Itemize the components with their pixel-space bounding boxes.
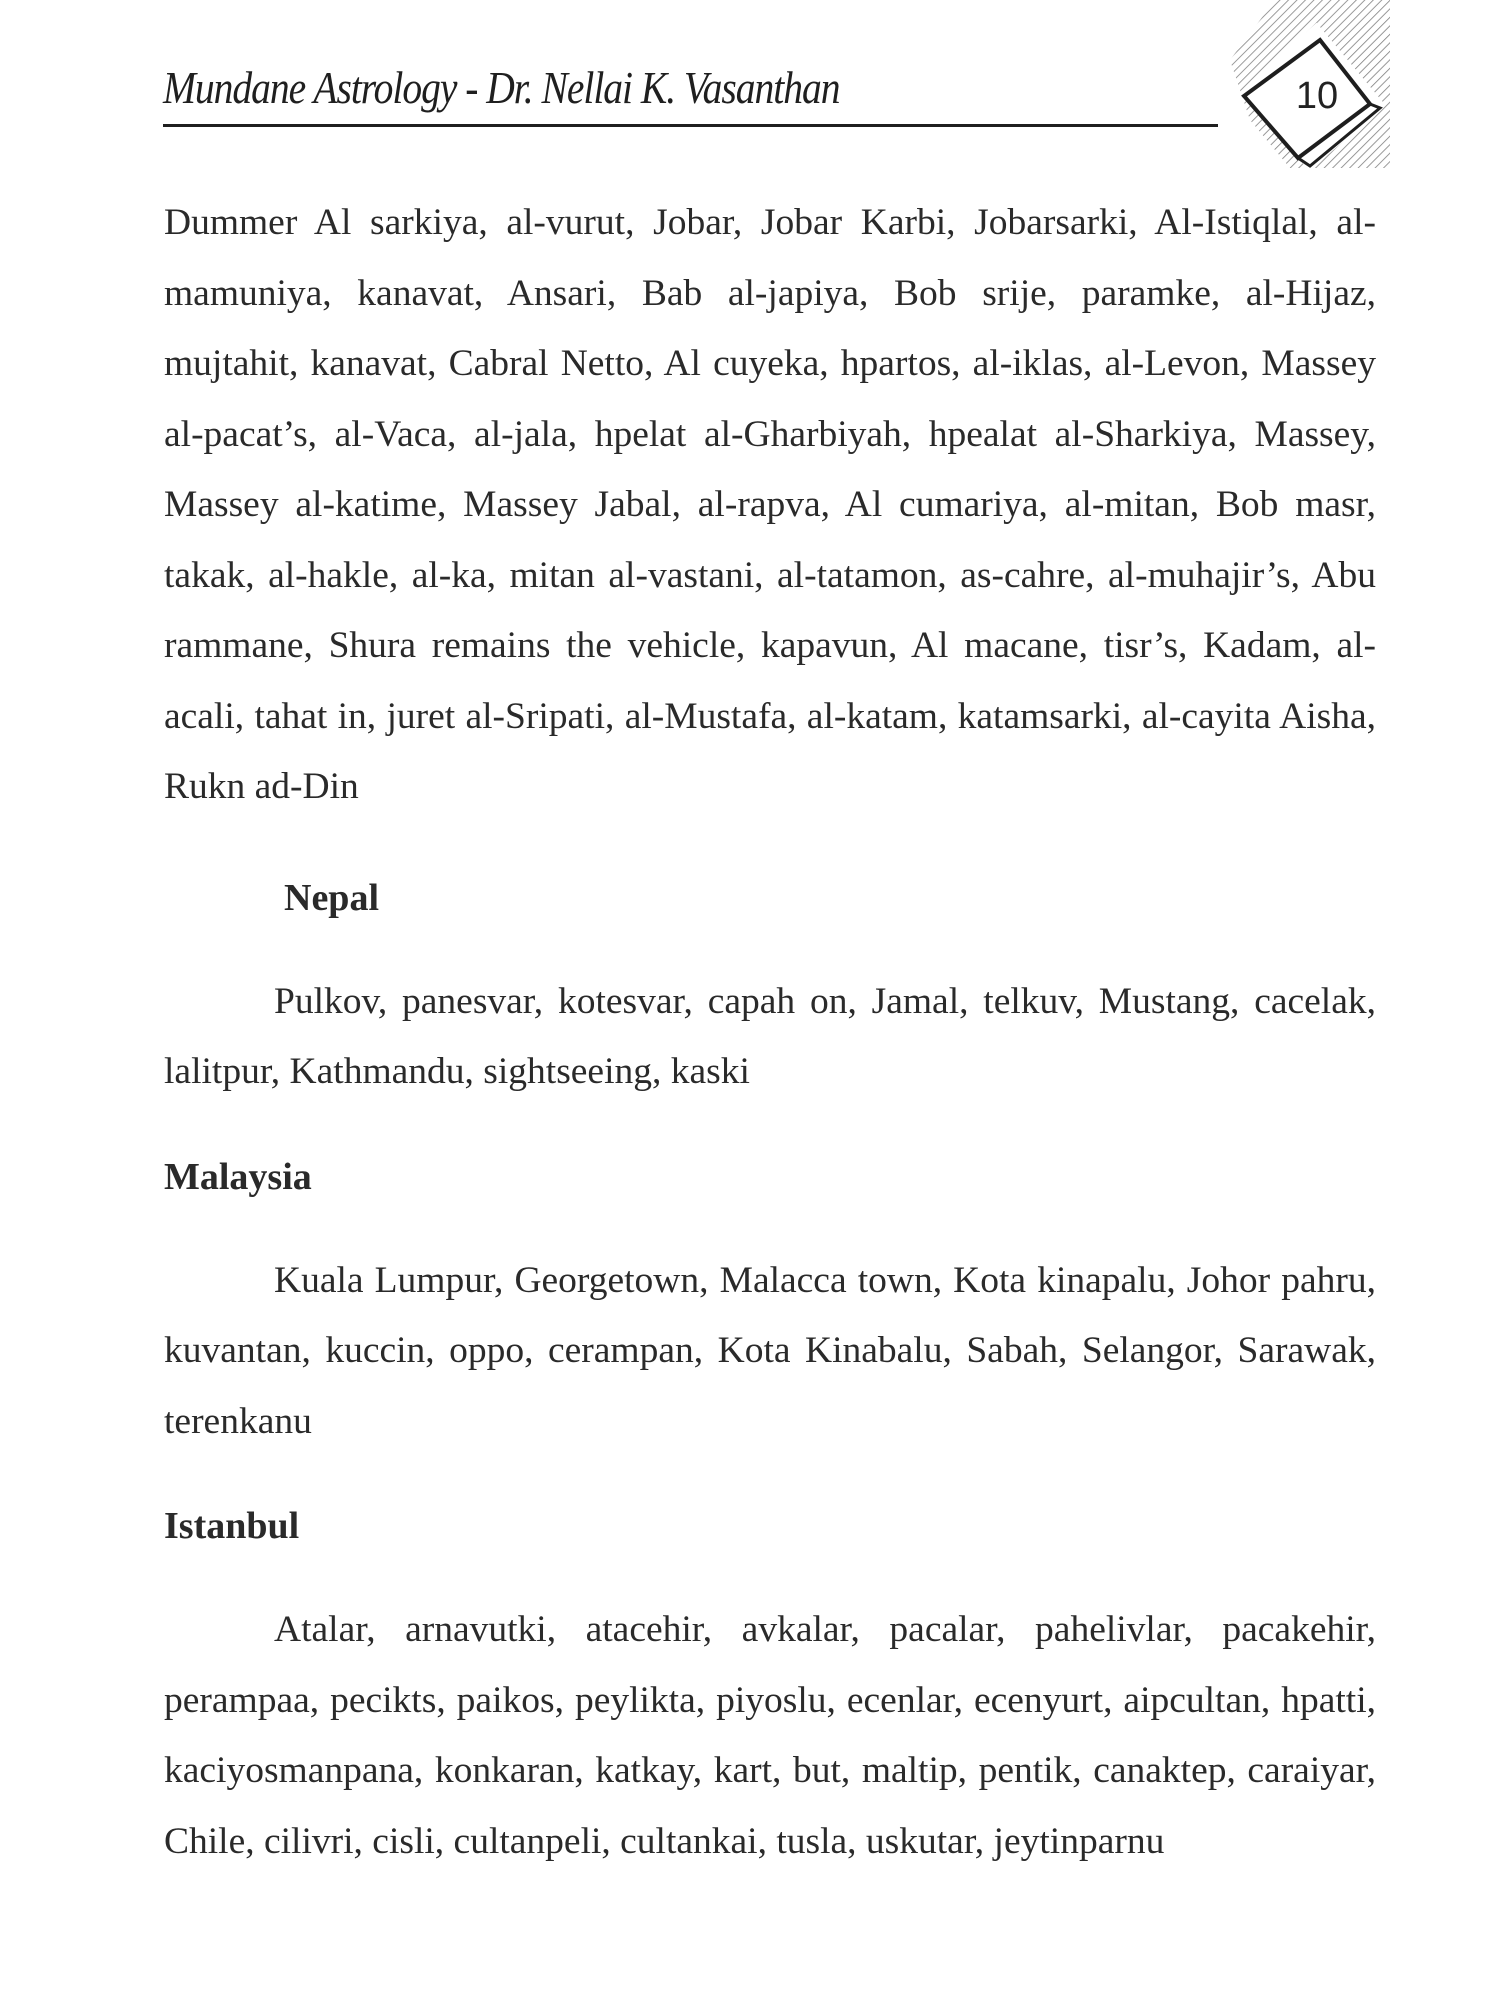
page-number: 10 <box>1295 75 1339 117</box>
malaysia-paragraph: Kuala Lumpur, Georgetown, Malacca town, Kota kinapalu, Johor pahru, kuvantan, kuccin, oppo, cerampan, Kota Kinabalu, Sabah, Selangor, Sarawak, terenkanu <box>164 1259 1376 1442</box>
nepal-paragraph: Pulkov, panesvar, kotesvar, capah on, Jamal, telkuv, Mustang, cacelak, lalitpur, Kathmandu, sightseeing, kaski <box>164 980 1376 1092</box>
page-body <box>164 188 1376 1877</box>
spacer <box>164 1212 1376 1246</box>
istanbul-paragraph: Atalar, arnavutki, atacehir, avkalar, pacalar, pahelivlar, pacakehir, perampaa, pecikts, paikos, peylikta, piyoslu, ecenlar, ecenyurt, aipcultan, hpatti, kaciyosmanpana, konkaran, katkay, kart, but, maltip, pentik, canaktep, caraiyar, Chile, cilivri, cisli, cultanpeli, cultankai, tusla, uskutar, jeytinparnu <box>164 1609 1376 1862</box>
intro-paragraph: Dummer Al sarkiya, al-vurut, Jobar, Jobar Karbi, Jobarsarki, Al-Istiqlal, al-mamuniya, kanavat, Ansari, Bab al-japiya, Bob srije, paramke, al-Hijaz, mujtahit, kanavat, Cabral Netto, Al cuyeka, hpartos, al-iklas, al-Levon, Massey al-pacat’s, al-Vaca, al-jala, hpelat al-Gharbiyah, hpealat al-Sharkiya, Massey, Massey al-katime, Massey Jabal, al-rapva, Al cumariya, al-mitan, Bob masr, takak, al-hakle, al-ka, mitan al-vastani, al-tatamon, as-cahre, al-muhajir’s, Abu rammane, Shura remains the vehicle, kapavun, Al macane, tisr’s, Kadam, al-acali, tahat in, juret al-Sripati, al-Mustafa, al-katam, katamsarki, al-cayita Aisha, Rukn ad-Din <box>164 202 1376 807</box>
header-rule <box>163 124 1218 127</box>
spacer <box>164 933 1376 967</box>
spacer <box>164 823 1376 863</box>
page-header <box>163 58 1223 128</box>
section-heading-istanbul: Istanbul <box>164 1505 300 1547</box>
spacer <box>164 1561 1376 1595</box>
section-heading-malaysia: Malaysia <box>164 1155 312 1198</box>
page-number-badge <box>1220 0 1390 168</box>
spacer <box>164 1457 1376 1491</box>
section-heading-nepal: Nepal <box>284 876 379 919</box>
running-head: Mundane Astrology - Dr. Nellai K. Vasanthan <box>163 62 840 113</box>
spacer <box>164 1108 1376 1142</box>
